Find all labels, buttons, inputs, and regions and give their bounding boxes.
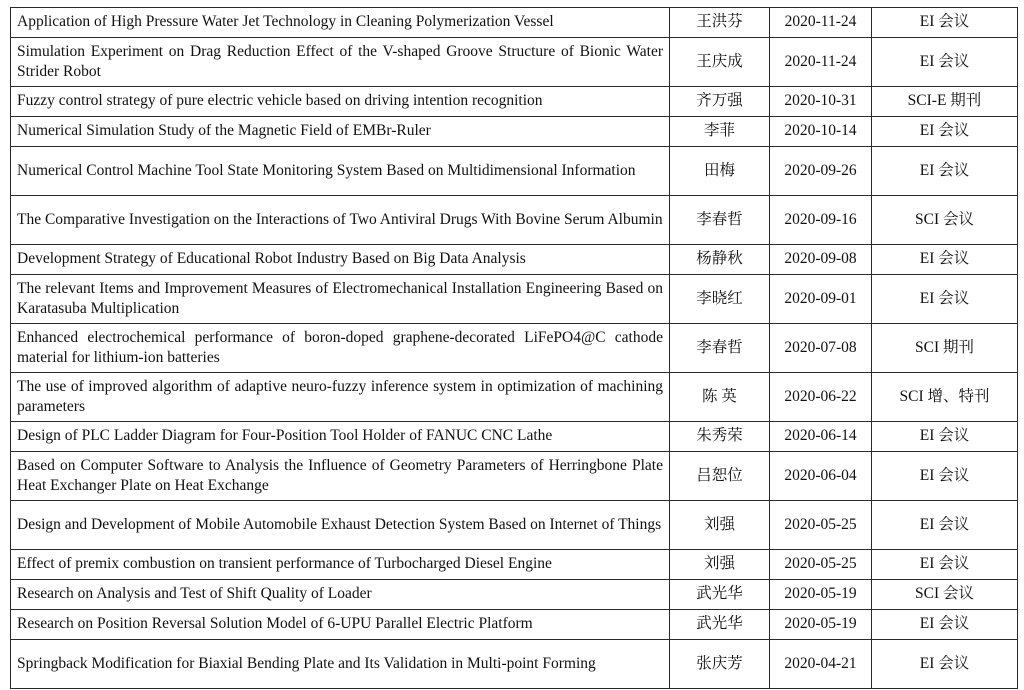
paper-title: Based on Computer Software to Analysis the Influence of Geometry Parameters of Herringbone Plate Heat Exchanger Plate on Heat Exchange <box>11 452 670 501</box>
paper-author: 朱秀荣 <box>670 422 770 452</box>
publish-date: 2020-09-26 <box>770 147 872 196</box>
index-type: EI 会议 <box>872 422 1018 452</box>
table-row <box>11 275 1018 324</box>
paper-title: Development Strategy of Educational Robot Industry Based on Big Data Analysis <box>11 245 670 275</box>
table-row <box>11 245 1018 275</box>
table-row <box>11 147 1018 196</box>
paper-author: 杨静秋 <box>670 245 770 275</box>
paper-title: Design and Development of Mobile Automobile Exhaust Detection System Based on Internet of Things <box>11 501 670 550</box>
index-type: EI 会议 <box>872 610 1018 640</box>
index-type: SCI 增、特刊 <box>872 373 1018 422</box>
paper-title: Research on Analysis and Test of Shift Quality of Loader <box>11 580 670 610</box>
publish-date: 2020-05-19 <box>770 610 872 640</box>
paper-title: Numerical Control Machine Tool State Monitoring System Based on Multidimensional Information <box>11 147 670 196</box>
publish-date: 2020-09-16 <box>770 196 872 245</box>
paper-title: Research on Position Reversal Solution Model of 6-UPU Parallel Electric Platform <box>11 610 670 640</box>
index-type: EI 会议 <box>872 147 1018 196</box>
publish-date: 2020-06-22 <box>770 373 872 422</box>
publish-date: 2020-04-21 <box>770 640 872 689</box>
paper-title: The relevant Items and Improvement Measures of Electromechanical Installation Engineering Based on Karatasuba Multiplication <box>11 275 670 324</box>
paper-title: Effect of premix combustion on transient performance of Turbocharged Diesel Engine <box>11 550 670 580</box>
publish-date: 2020-10-14 <box>770 117 872 147</box>
table-row <box>11 8 1018 38</box>
paper-title: Application of High Pressure Water Jet Technology in Cleaning Polymerization Vessel <box>11 8 670 38</box>
publish-date: 2020-11-24 <box>770 38 872 87</box>
paper-author: 齐万强 <box>670 87 770 117</box>
paper-author: 陈 英 <box>670 373 770 422</box>
paper-author: 王庆成 <box>670 38 770 87</box>
table-row <box>11 38 1018 87</box>
index-type: EI 会议 <box>872 38 1018 87</box>
publish-date: 2020-11-24 <box>770 8 872 38</box>
table-row <box>11 452 1018 501</box>
paper-author: 吕恕位 <box>670 452 770 501</box>
paper-title: Fuzzy control strategy of pure electric vehicle based on driving intention recognition <box>11 87 670 117</box>
paper-author: 李菲 <box>670 117 770 147</box>
table-row <box>11 610 1018 640</box>
publish-date: 2020-09-08 <box>770 245 872 275</box>
paper-title: The Comparative Investigation on the Interactions of Two Antiviral Drugs With Bovine Serum Albumin <box>11 196 670 245</box>
table-row <box>11 196 1018 245</box>
paper-author: 武光华 <box>670 610 770 640</box>
publish-date: 2020-06-04 <box>770 452 872 501</box>
publish-date: 2020-06-14 <box>770 422 872 452</box>
table-row <box>11 324 1018 373</box>
paper-title: Design of PLC Ladder Diagram for Four-Position Tool Holder of FANUC CNC Lathe <box>11 422 670 452</box>
paper-title: Enhanced electrochemical performance of boron-doped graphene-decorated LiFePO4@C cathode material for lithium-ion batteries <box>11 324 670 373</box>
index-type: EI 会议 <box>872 501 1018 550</box>
index-type: EI 会议 <box>872 640 1018 689</box>
publish-date: 2020-09-01 <box>770 275 872 324</box>
index-type: EI 会议 <box>872 117 1018 147</box>
paper-author: 武光华 <box>670 580 770 610</box>
index-type: EI 会议 <box>872 8 1018 38</box>
table-row <box>11 373 1018 422</box>
table-row <box>11 422 1018 452</box>
index-type: SCI 会议 <box>872 580 1018 610</box>
publish-date: 2020-05-25 <box>770 501 872 550</box>
index-type: EI 会议 <box>872 245 1018 275</box>
table-row <box>11 501 1018 550</box>
index-type: EI 会议 <box>872 452 1018 501</box>
paper-author: 张庆芳 <box>670 640 770 689</box>
publish-date: 2020-05-19 <box>770 580 872 610</box>
paper-title: Simulation Experiment on Drag Reduction Effect of the V-shaped Groove Structure of Bionic Water Strider Robot <box>11 38 670 87</box>
table-row <box>11 117 1018 147</box>
publication-table-wrapper <box>10 7 1018 689</box>
table-row <box>11 640 1018 689</box>
paper-author: 田梅 <box>670 147 770 196</box>
paper-author: 李春哲 <box>670 196 770 245</box>
paper-author: 李春哲 <box>670 324 770 373</box>
index-type: SCI-E 期刊 <box>872 87 1018 117</box>
index-type: SCI 会议 <box>872 196 1018 245</box>
paper-author: 刘强 <box>670 550 770 580</box>
publication-table <box>10 7 1018 689</box>
publish-date: 2020-07-08 <box>770 324 872 373</box>
index-type: SCI 期刊 <box>872 324 1018 373</box>
index-type: EI 会议 <box>872 550 1018 580</box>
paper-title: Numerical Simulation Study of the Magnetic Field of EMBr-Ruler <box>11 117 670 147</box>
paper-title: The use of improved algorithm of adaptive neuro-fuzzy inference system in optimization of machining parameters <box>11 373 670 422</box>
table-row <box>11 580 1018 610</box>
table-row <box>11 550 1018 580</box>
paper-author: 王洪芬 <box>670 8 770 38</box>
index-type: EI 会议 <box>872 275 1018 324</box>
table-row <box>11 87 1018 117</box>
paper-author: 李晓红 <box>670 275 770 324</box>
paper-author: 刘强 <box>670 501 770 550</box>
paper-title: Springback Modification for Biaxial Bending Plate and Its Validation in Multi-point Forming <box>11 640 670 689</box>
publish-date: 2020-05-25 <box>770 550 872 580</box>
publish-date: 2020-10-31 <box>770 87 872 117</box>
